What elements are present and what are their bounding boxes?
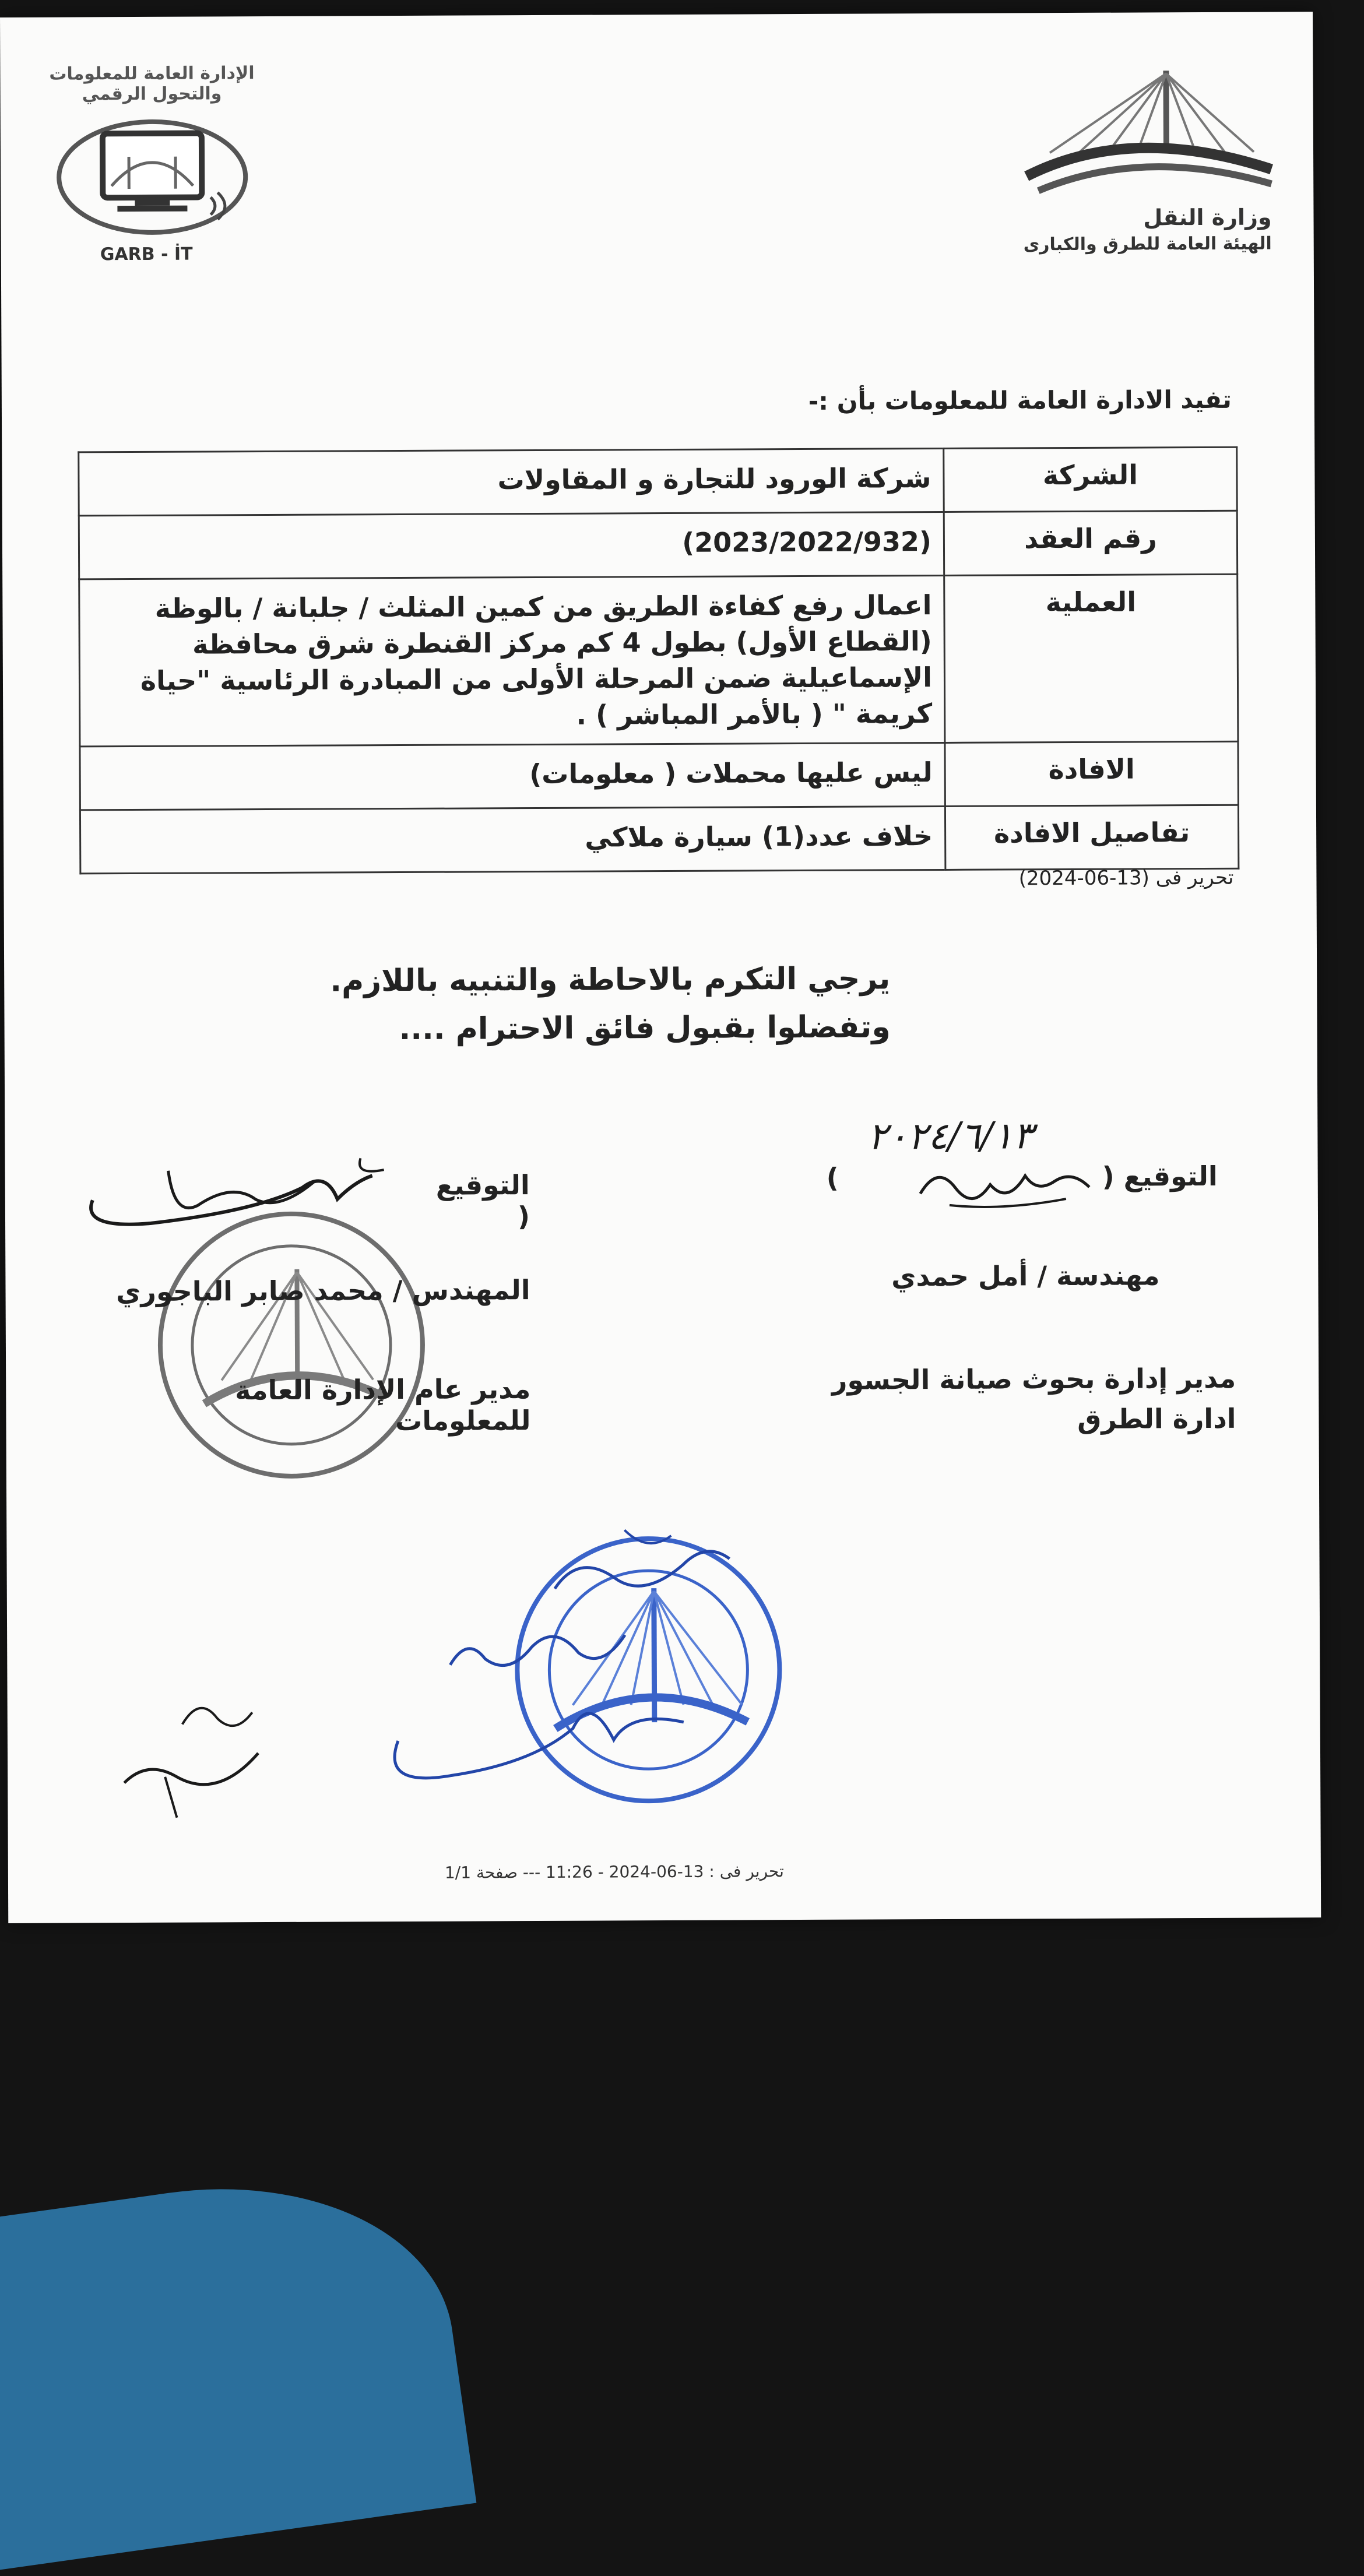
it-logo-caption: GARB - İT: [100, 244, 193, 265]
ministry-bridge-logo-icon: [1014, 58, 1283, 199]
table-value: ليس عليها محملات ( معلومات): [80, 743, 945, 810]
it-department-title: الإدارة العامة للمعلومات والتحول الرقمي: [17, 63, 286, 105]
table-value: (2023/2022/932): [79, 512, 944, 579]
print-footer: تحرير فى : 13-06-2024 - 11:26 --- صفحة 1/1: [428, 1861, 801, 1882]
table-label: الافادة: [945, 742, 1238, 807]
issue-date: تحرير فى (13-06-2024): [761, 866, 1233, 892]
closing-line-1: يرجي التكرم بالاحاطة والتنبيه باللازم.: [296, 955, 890, 1006]
left-signer-name: المهندس / محمد صابر الباجوري: [110, 1274, 530, 1307]
table-row: [79, 447, 1237, 516]
left-signer-title: مدير عام الإدارة العامة للمعلومات: [111, 1373, 530, 1438]
authority-name: الهيئة العامة للطرق والكبارى: [1015, 233, 1272, 255]
table-row: [80, 805, 1238, 874]
small-handwritten-scribble: [113, 1689, 276, 1824]
table-label: الشركة: [944, 447, 1237, 512]
gray-official-stamp-icon: [151, 1205, 432, 1486]
right-signature-scribble: [915, 1152, 1101, 1217]
intro-statement: تفيد الادارة العامة للمعلومات بأن :-: [585, 385, 1232, 417]
background-blue-object: [0, 2156, 476, 2575]
document-page: [0, 12, 1321, 1923]
closing-line-2: وتفضلوا بقبول فائق الاحترام ....: [296, 1004, 890, 1055]
right-signer-title: مدير إدارة بحوث صيانة الجسور ادارة الطرق: [799, 1359, 1236, 1441]
table-row: [80, 742, 1238, 811]
closing-text: [296, 955, 891, 1054]
table-row: [79, 511, 1237, 579]
ministry-name: وزارة النقل: [1126, 204, 1271, 230]
table-label: تفاصيل الافادة: [945, 805, 1238, 870]
handwritten-date: ٢٠٢٤/٦/١٣: [867, 1114, 1033, 1158]
right-sign-label: التوقيع (: [1102, 1160, 1218, 1192]
right-sign-close: ): [827, 1162, 839, 1194]
table-value: خلاف عدد(1) سيارة ملاكي: [80, 807, 945, 874]
table-value: شركة الورود للتجارة و المقاولات: [79, 448, 944, 515]
right-signer-name: مهندسة / أمل حمدي: [810, 1259, 1159, 1293]
table-label: رقم العقد: [944, 511, 1237, 575]
table-value: اعمال رفع كفاءة الطريق من كمين المثلث / جلبانة / بالوظة (القطاع الأول) بطول 4 كم مركز القنطرة شرق محافظة الإسماعيلية ضمن المرحلة الأولى من المبادرة الرئاسية "حياة كريمة " ( بالأمر المباشر ) .: [79, 575, 945, 747]
blue-handwritten-approval-scribble: [379, 1518, 789, 1811]
it-department-logo-icon: [47, 98, 258, 256]
info-table: [78, 446, 1239, 875]
left-sign-label: التوقيع (: [425, 1169, 530, 1233]
table-label: العملية: [944, 574, 1238, 743]
table-row: [79, 574, 1238, 747]
